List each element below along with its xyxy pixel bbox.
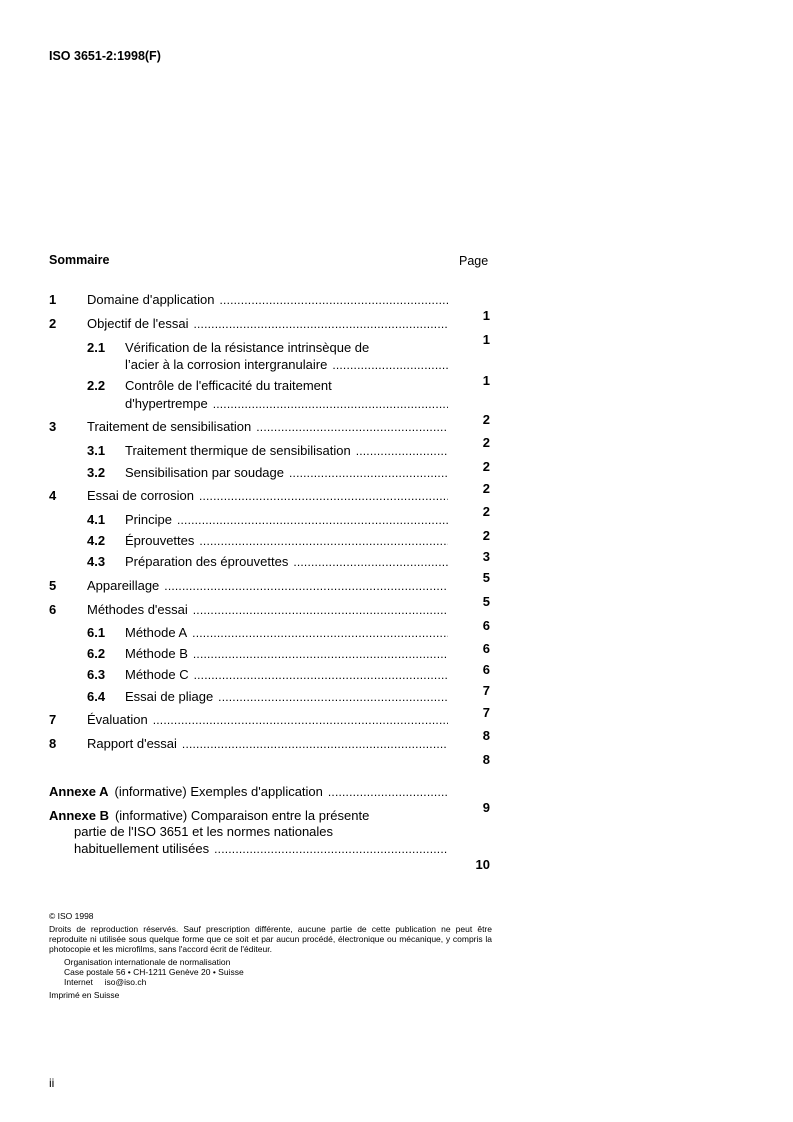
toc-entry-page: 5 — [482, 594, 490, 609]
toc-entry-number: 7 — [49, 712, 57, 727]
leader-dots — [220, 292, 448, 308]
toc-entry[interactable] — [49, 419, 490, 450]
toc-entry-text: Méthode C — [125, 667, 189, 682]
toc-entry-text: l’acier à la corrosion intergranulaire — [125, 357, 328, 372]
leader-dots — [356, 443, 448, 459]
leader-dots — [213, 396, 448, 412]
annex-page: 10 — [475, 857, 490, 872]
toc-entry-page: 8 — [482, 728, 490, 743]
toc-annex[interactable] — [49, 808, 490, 824]
toc-entry[interactable] — [49, 736, 490, 767]
toc-entry-text: Principe — [125, 512, 172, 527]
toc-page-heading: Page — [459, 254, 489, 268]
toc-entry-number: 2.1 — [87, 340, 106, 355]
toc-entry[interactable] — [49, 712, 490, 743]
leader-dots — [218, 689, 448, 705]
toc-entry-text: Essai de pliage — [125, 689, 214, 704]
leader-dots — [328, 784, 448, 800]
toc-entry-page: 6 — [482, 618, 490, 633]
toc-entry-text: Objectif de l'essai — [87, 316, 189, 331]
toc-entry-text: Traitement de sensibilisation — [87, 419, 252, 434]
toc-entry-number: 8 — [49, 736, 57, 751]
toc-entry[interactable] — [49, 488, 490, 519]
leader-dots — [293, 554, 448, 570]
leader-dots — [164, 578, 448, 594]
leader-dots — [193, 602, 448, 618]
toc-entry-page: 2 — [482, 504, 490, 519]
page-number: ii — [49, 1076, 55, 1090]
toc-title: Sommaire — [49, 253, 110, 267]
toc-entry-text: Rapport d'essai — [87, 736, 177, 751]
toc-entry-number: 3.2 — [87, 465, 106, 480]
toc-entry[interactable] — [49, 578, 490, 609]
annex-text: partie de l'ISO 3651 et les normes nationales — [74, 824, 334, 839]
toc-annex-continuation[interactable] — [74, 841, 490, 872]
toc-entry-number: 1 — [49, 292, 57, 307]
annex-text: (informative) Comparaison entre la présente — [114, 808, 370, 823]
toc-entry-number: 3 — [49, 419, 57, 434]
toc-entry-number: 4 — [49, 488, 57, 503]
toc-entry-number: 6.1 — [87, 625, 106, 640]
toc-entry-number: 6 — [49, 602, 57, 617]
copyright-block — [49, 911, 492, 1003]
leader-dots — [332, 357, 448, 373]
leader-dots — [177, 512, 448, 528]
leader-dots — [289, 465, 448, 481]
toc-entry-page: 2 — [482, 459, 490, 474]
toc-entry-number: 6.2 — [87, 646, 106, 661]
toc-entry-page: 2 — [482, 481, 490, 496]
toc-entry[interactable] — [87, 378, 490, 394]
toc-entry-text: Évaluation — [87, 712, 148, 727]
toc-entry-page: 1 — [482, 332, 490, 347]
leader-dots — [194, 667, 448, 683]
toc-entry-page: 7 — [482, 705, 490, 720]
leader-dots — [199, 533, 448, 549]
toc-entry-number: 6.3 — [87, 667, 106, 682]
toc-entry-text: Méthodes d'essai — [87, 602, 188, 617]
toc-entry-page: 1 — [482, 308, 490, 323]
toc-entry-number: 5 — [49, 578, 57, 593]
toc-entry-number: 2 — [49, 316, 57, 331]
toc-entry-text: d'hypertrempe — [125, 396, 208, 411]
toc-entry-text: Contrôle de l'efficacité du traitement — [125, 378, 332, 393]
leader-dots — [256, 419, 448, 435]
toc-entry-text: Méthode B — [125, 646, 188, 661]
toc-entry-page: 5 — [482, 570, 490, 585]
leader-dots — [214, 841, 448, 857]
toc-entry-page: 7 — [482, 683, 490, 698]
toc-entry-number: 2.2 — [87, 378, 106, 393]
toc-entry-text: Éprouvettes — [125, 533, 195, 548]
toc-entry-text: Sensibilisation par soudage — [125, 465, 284, 480]
toc-entry-page: 2 — [482, 435, 490, 450]
toc-entry-text: Traitement thermique de sensibilisation — [125, 443, 351, 458]
annex-text: habituellement utilisées — [74, 841, 210, 856]
toc-entry-page: 6 — [482, 641, 490, 656]
postal-address: Case postale 56 • CH-1211 Genève 20 • Suisse — [64, 967, 244, 977]
toc-annex[interactable] — [49, 784, 490, 815]
leader-dots — [199, 488, 448, 504]
toc-entry-number: 6.4 — [87, 689, 106, 704]
toc-entry-text: Méthode A — [125, 625, 188, 640]
toc-entry-page: 2 — [482, 412, 490, 427]
toc-entry[interactable] — [87, 340, 490, 356]
toc-entry-text: Essai de corrosion — [87, 488, 194, 503]
toc-entry[interactable] — [49, 292, 490, 323]
leader-dots — [192, 625, 448, 641]
toc-entry-text: Domaine d'application — [87, 292, 215, 307]
toc-entry-page: 3 — [482, 549, 490, 564]
rights-notice: Droits de reproduction réservés. Sauf prescription différente, aucune partie de cette publication ne peut être reproduite ni utilisée sous quelque forme que ce soit et par aucun procédé, électronique ou mécanique, y compris la photocopie et les microfilms, sans l'accord écrit de l'éditeur. — [49, 924, 492, 954]
toc-entry-text: Préparation des éprouvettes — [125, 554, 289, 569]
document-id: ISO 3651-2:1998(F) — [49, 49, 161, 63]
toc-entry-page: 1 — [482, 373, 490, 388]
toc-entry[interactable] — [87, 554, 490, 585]
organization-name: Organisation internationale de normalisation — [64, 957, 231, 967]
toc-entry-number: 4.1 — [87, 512, 106, 527]
toc-entry-text: Appareillage — [87, 578, 160, 593]
leader-dots — [193, 316, 448, 332]
copyright-line: © ISO 1998 — [49, 911, 94, 921]
annex-page: 9 — [482, 800, 490, 815]
printed-in: Imprimé en Suisse — [49, 990, 120, 1000]
leader-dots — [153, 712, 448, 728]
toc-entry-number: 4.3 — [87, 554, 106, 569]
annex-label: Annexe A — [49, 784, 109, 799]
annex-label: Annexe B — [49, 808, 109, 823]
toc-entry-page: 8 — [482, 752, 490, 767]
toc-entry-number: 4.2 — [87, 533, 106, 548]
toc-annex-continuation — [74, 824, 490, 840]
leader-dots — [182, 736, 448, 752]
leader-dots — [193, 646, 448, 662]
toc-entry-text: Vérification de la résistance intrinsèque de — [125, 340, 370, 355]
toc-entry[interactable] — [49, 316, 490, 347]
annex-text: (informative) Exemples d'application — [114, 784, 323, 799]
toc-entry-number: 3.1 — [87, 443, 106, 458]
toc-entry-page: 2 — [482, 528, 490, 543]
internet-address: Internet iso@iso.ch — [64, 977, 147, 987]
toc-entry-page: 6 — [482, 662, 490, 677]
